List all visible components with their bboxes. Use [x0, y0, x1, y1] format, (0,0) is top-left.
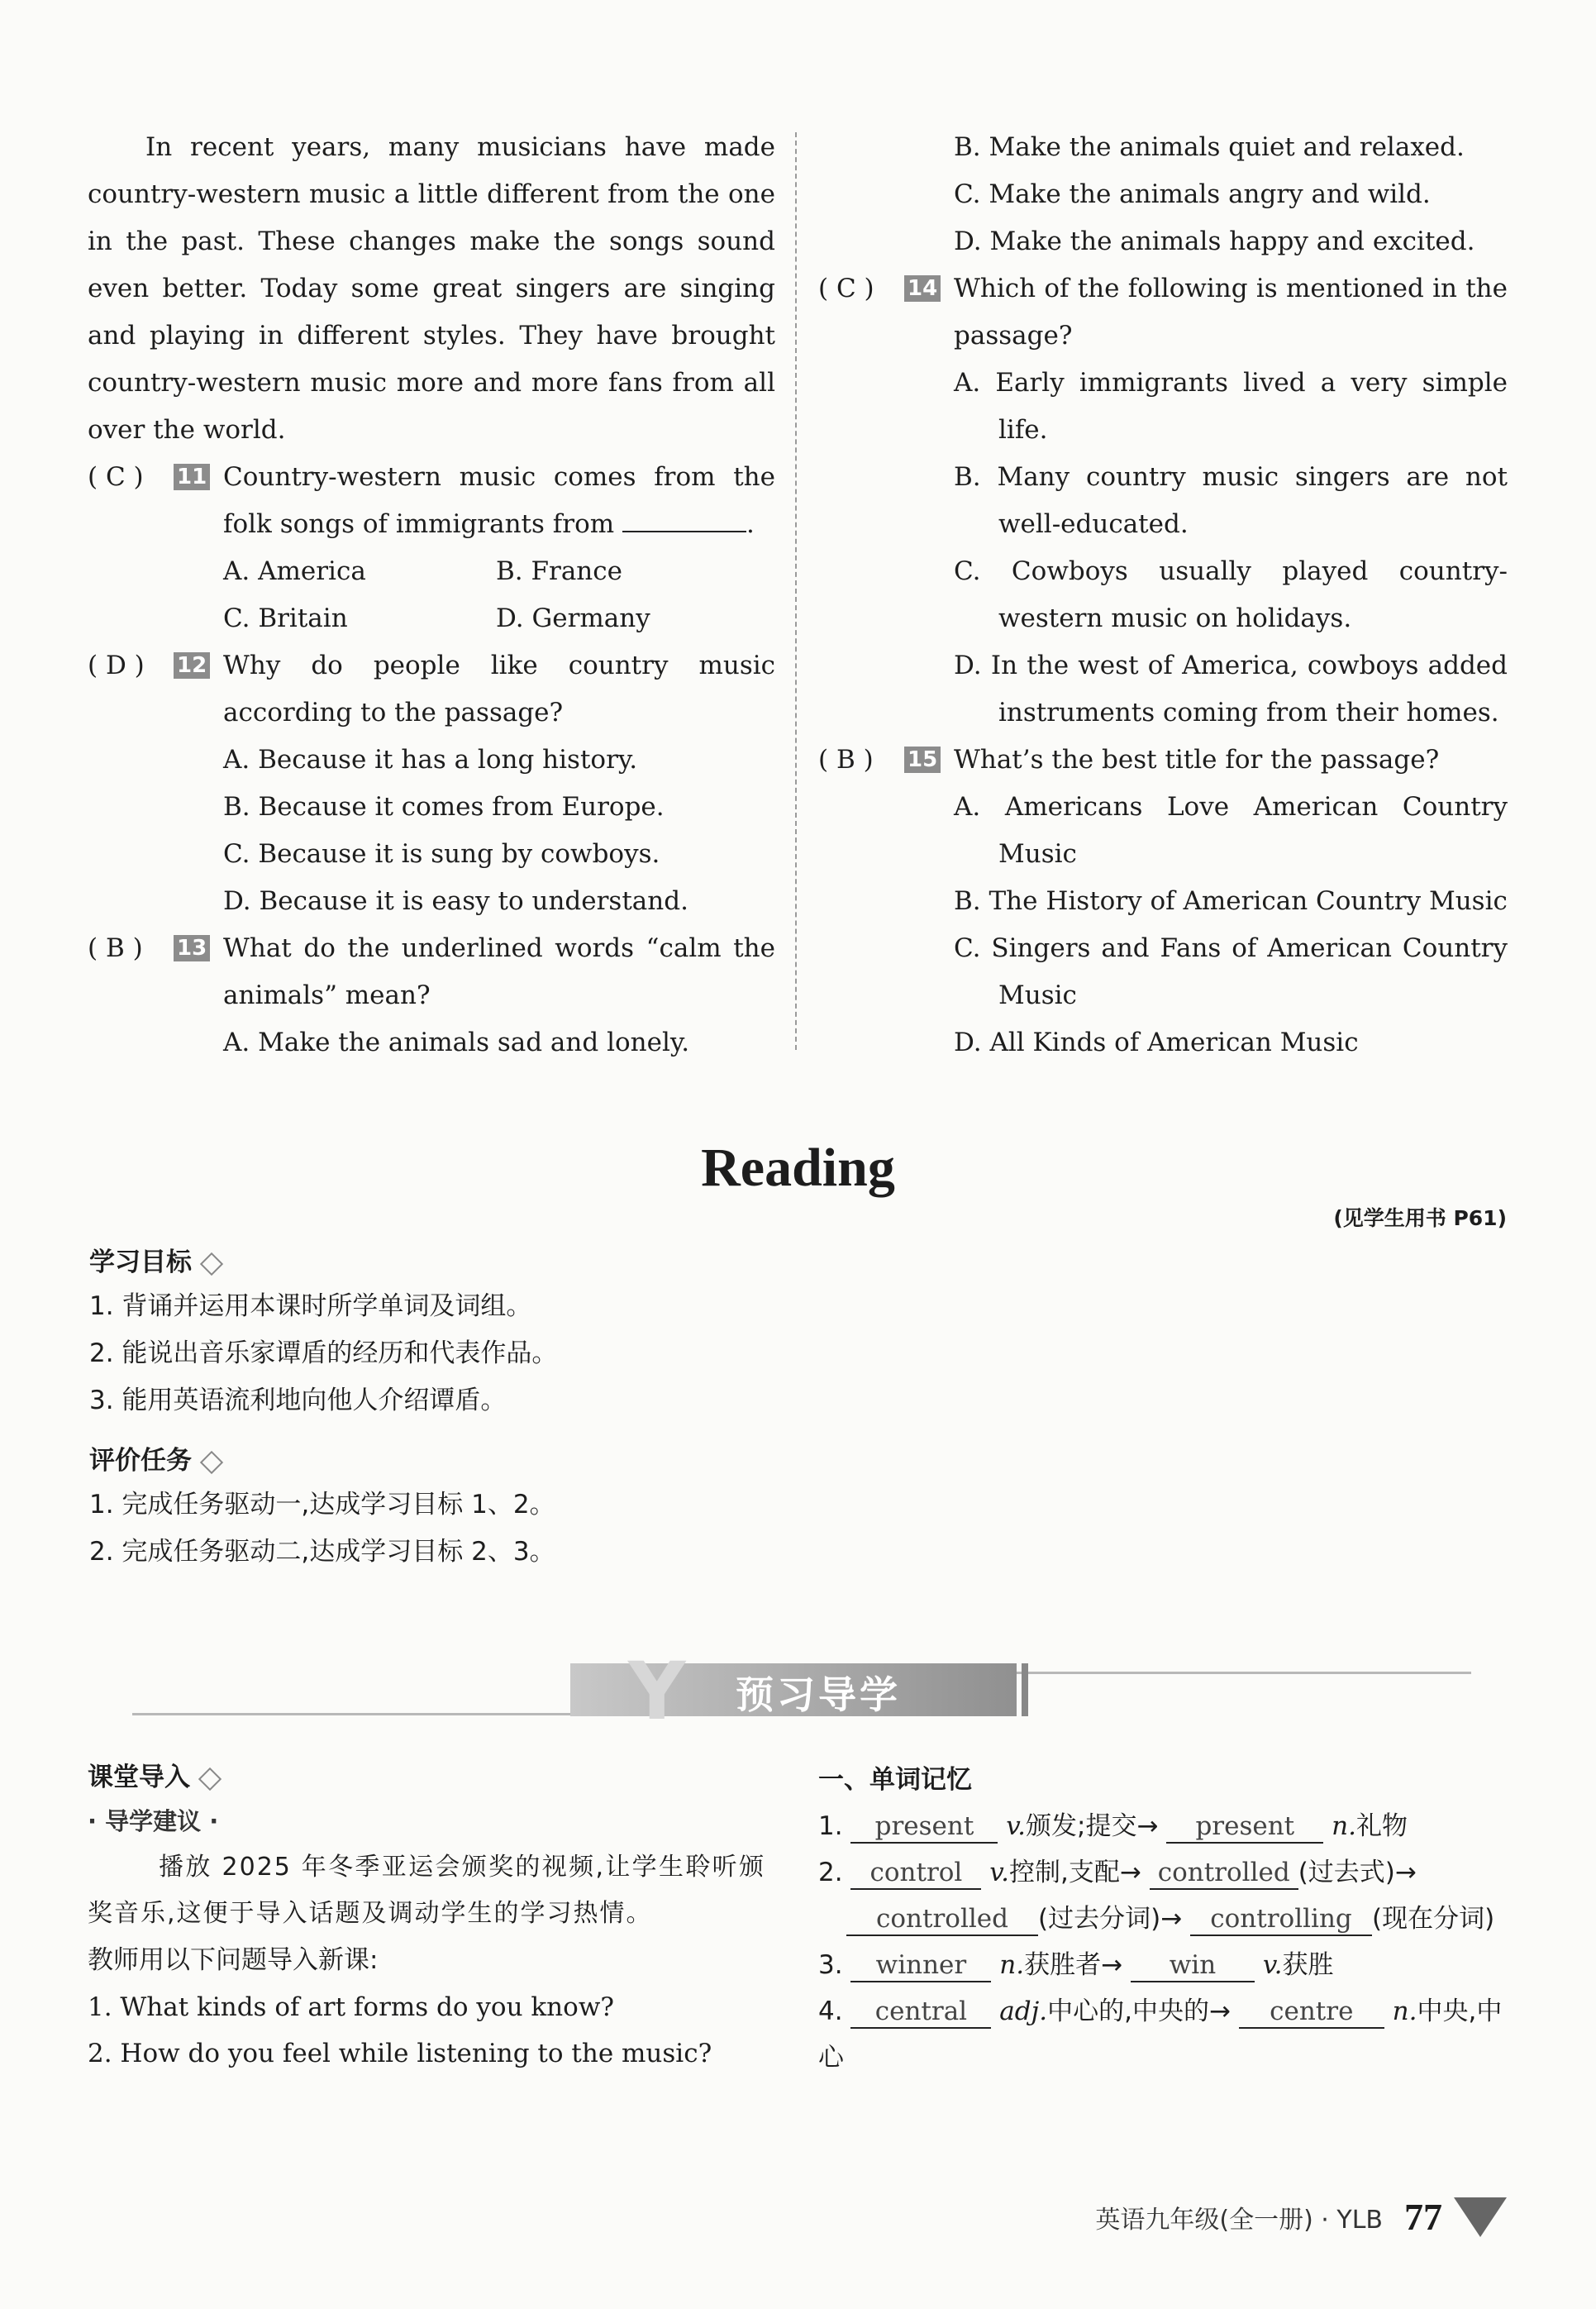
passage-paragraph: In recent years, many musicians have made country-western music a little different from the one in the past. These changes make the songs sound even better. Today some great singers are singing and playing in different styles. They have brought country-western music more and more fans from all over the world. — [88, 132, 775, 445]
task-item: 1. 完成任务驱动一,达成学习目标 1、2。 — [89, 1490, 555, 1519]
guide-text: 播放 2025 年冬季亚运会颁奖的视频,让学生聆听颁奖音乐,这便于导入话题及调动学生的学习热情。 — [88, 1853, 765, 1928]
diamond-icon — [200, 1450, 223, 1473]
goal-item: 1. 背诵并运用本课时所学单词及词组。 — [89, 1291, 532, 1321]
goal-item: 3. 能用英语流利地向他人介绍谭盾。 — [89, 1386, 507, 1415]
lead-text: 教师用以下问题导入新课: — [88, 1945, 379, 1975]
vocab-item-2-cont: controlled (过去分词)→ controlling (现在分词) — [818, 1896, 1504, 1942]
answer-13: ( B ) — [88, 933, 143, 963]
option: D. All Kinds of American Music — [954, 1028, 1359, 1057]
option: D. In the west of America, cowboys added instruments coming from their homes. — [954, 651, 1508, 728]
intro-question: 1. What kinds of art forms do you know? — [88, 1992, 614, 2022]
question-12 — [88, 642, 775, 737]
option: C. Cowboys usually played country-western music on holidays. — [954, 556, 1508, 633]
diamond-icon — [198, 1767, 222, 1790]
guide-subheading: · 导学建议 · — [88, 1807, 219, 1835]
vocab-item-2: 2. control v.控制,支配→ controlled (过去式)→ — [818, 1849, 1504, 1896]
question-stem-12: Why do people like country music according to the passage? — [223, 651, 775, 728]
vocab-item-1: 1. present v.颁发;提交→ present n.礼物 — [818, 1803, 1504, 1849]
page-reference: (见学生用书 P61) — [1333, 1206, 1507, 1230]
section-title: Reading — [701, 1138, 895, 1198]
answer-blank[interactable]: controlling — [1190, 1903, 1372, 1936]
option: A. America — [223, 556, 366, 586]
options-12 — [223, 737, 775, 925]
question-14 — [818, 265, 1508, 360]
goals-heading: 学习目标 — [89, 1248, 192, 1277]
question-number-13: 13 — [174, 935, 210, 961]
answer-blank[interactable]: present — [850, 1810, 998, 1844]
page-number: 77 — [1404, 2196, 1442, 2238]
answer-blank[interactable]: present — [1166, 1810, 1323, 1844]
diamond-icon — [200, 1252, 223, 1275]
answer-15: ( B ) — [818, 745, 874, 775]
question-stem-14: Which of the following is mentioned in the passage? — [954, 274, 1508, 351]
option: B. Many country music singers are not well-educated. — [954, 462, 1508, 539]
options-15 — [954, 784, 1508, 1066]
vocab-item-3: 3. winner n.获胜者→ win v.获胜 — [818, 1942, 1504, 1988]
book-label: 英语九年级(全一册) · YLB — [1095, 2205, 1383, 2235]
option: B. Make the animals quiet and relaxed. — [954, 132, 1465, 162]
option: B. Because it comes from Europe. — [223, 792, 665, 822]
option: A. Americans Love American Country Music — [954, 792, 1508, 869]
assessment-tasks — [89, 1440, 555, 1576]
question-number-14: 14 — [904, 275, 941, 302]
answer-12: ( D ) — [88, 651, 145, 680]
vocab-memory — [818, 1757, 1504, 2081]
left-column — [88, 124, 775, 1066]
banner-letter: Y — [628, 1645, 686, 1738]
option: A. Because it has a long history. — [223, 745, 638, 775]
answer-14: ( C ) — [818, 274, 874, 303]
options-13-right — [954, 124, 1508, 265]
preview-banner — [132, 1645, 1471, 1738]
answer-blank[interactable]: centre — [1239, 1996, 1384, 2029]
options-11 — [223, 548, 775, 642]
answer-blank[interactable]: central — [850, 1996, 991, 2029]
answer-blank[interactable]: winner — [850, 1949, 991, 1982]
answer-blank[interactable]: control — [850, 1857, 981, 1890]
option: C. Singers and Fans of American Country Music — [954, 933, 1508, 1010]
column-divider — [795, 132, 797, 1050]
intro-heading: 课堂导入 — [88, 1763, 190, 1792]
question-number-12: 12 — [174, 652, 210, 679]
learning-goals — [89, 1242, 557, 1424]
class-intro — [88, 1757, 765, 2077]
banner-rule — [132, 1713, 645, 1715]
right-column — [818, 124, 1508, 1066]
option: B. The History of American Country Music — [954, 886, 1508, 916]
question-stem-11: Country-western music comes from the folk songs of immigrants from — [223, 462, 775, 539]
options-13-left — [223, 1019, 775, 1066]
answer-blank[interactable]: controlled — [1150, 1857, 1298, 1890]
option: A. Make the animals sad and lonely. — [223, 1028, 690, 1057]
corner-logo-icon — [1454, 2197, 1507, 2237]
banner-end-bar — [1022, 1663, 1028, 1716]
question-stem-13: What do the underlined words “calm the animals” mean? — [223, 933, 775, 1010]
option: D. Germany — [496, 603, 650, 633]
goal-item: 2. 能说出音乐家谭盾的经历和代表作品。 — [89, 1338, 558, 1368]
vocab-item-4: 4. central adj.中心的,中央的→ centre n.中央,中心 — [818, 1997, 1503, 2073]
option: B. France — [496, 556, 622, 586]
option: D. Make the animals happy and excited. — [954, 227, 1475, 256]
option: C. Make the animals angry and wild. — [954, 179, 1431, 209]
intro-question: 2. How do you feel while listening to the music? — [88, 2039, 712, 2068]
answer-blank[interactable]: win — [1131, 1949, 1255, 1982]
banner-title: 预习导学 — [736, 1672, 901, 1717]
question-number-15: 15 — [904, 747, 941, 773]
question-stem-15: What’s the best title for the passage? — [954, 745, 1440, 775]
question-number-11: 11 — [174, 464, 210, 490]
answer-blank[interactable]: controlled — [846, 1903, 1038, 1936]
task-item: 2. 完成任务驱动二,达成学习目标 2、3。 — [89, 1537, 555, 1567]
answer-blank[interactable] — [622, 503, 746, 532]
answer-11: ( C ) — [88, 462, 144, 492]
option: D. Because it is easy to understand. — [223, 886, 688, 916]
option: C. Britain — [223, 603, 348, 633]
option: A. Early immigrants lived a very simple life. — [954, 368, 1508, 445]
question-13 — [88, 925, 775, 1019]
option: C. Because it is sung by cowboys. — [223, 839, 660, 869]
question-11: ( C ) 11 Country-western music comes from the folk songs of immigrants from . — [88, 454, 775, 548]
vocab-heading: 一、单词记忆 — [818, 1765, 972, 1795]
page-footer — [1095, 2195, 1507, 2239]
options-14 — [954, 360, 1508, 737]
question-15 — [818, 737, 1508, 784]
tasks-heading: 评价任务 — [89, 1446, 192, 1476]
